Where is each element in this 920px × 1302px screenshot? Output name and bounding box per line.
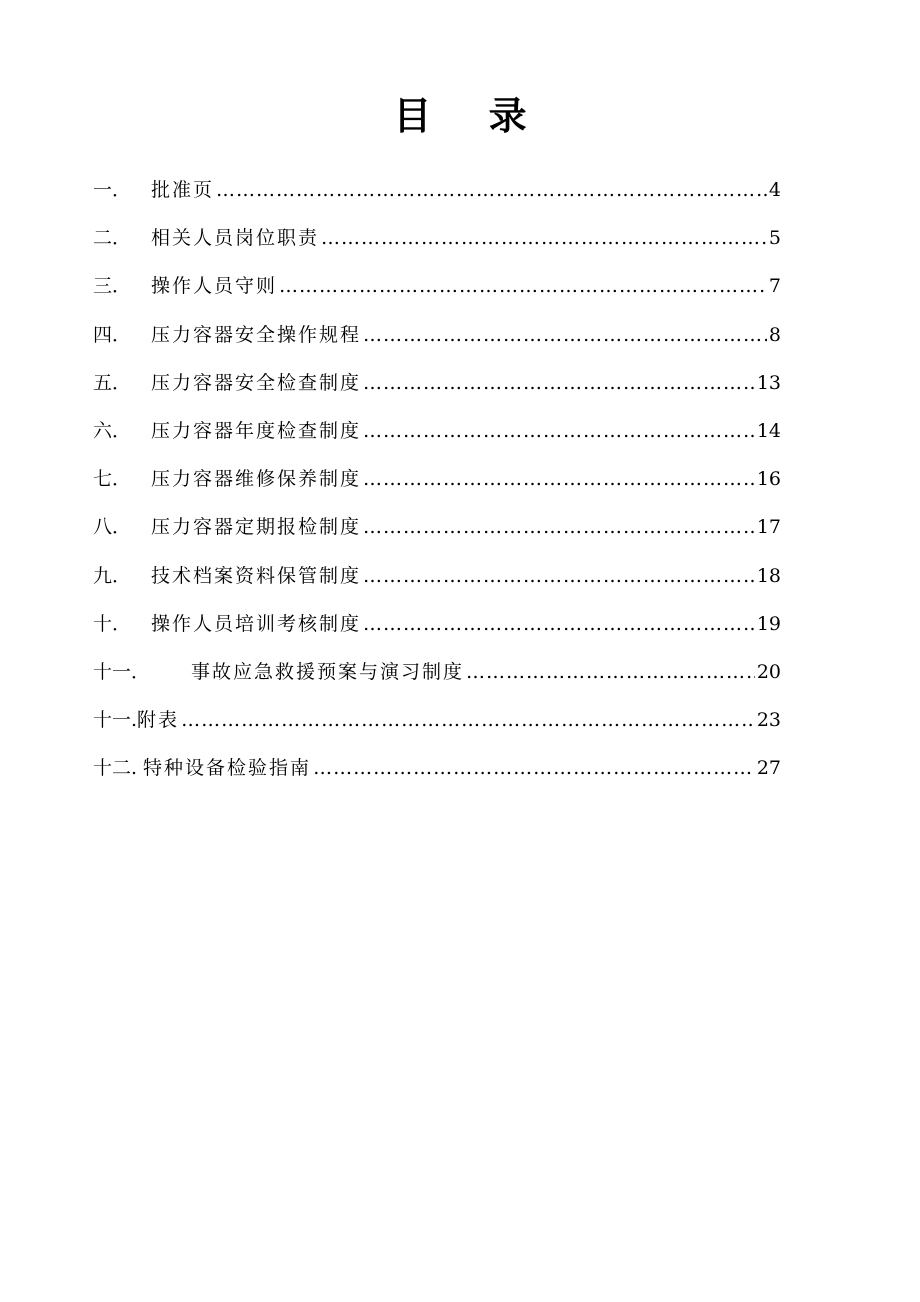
- toc-entry-number: 一．: [93, 179, 132, 201]
- toc-entry-page: 19: [756, 612, 781, 635]
- toc-entry-page: 20: [756, 660, 781, 683]
- toc-entry-number: 八．: [93, 516, 132, 539]
- toc-entry[interactable]: [93, 648, 781, 696]
- toc-entry-label: 相关人员岗位职责: [151, 227, 320, 250]
- toc-entry-number: 九．: [93, 564, 132, 587]
- toc-entry-number: 十一.: [93, 709, 138, 732]
- toc-entry-page: 27: [756, 757, 781, 780]
- toc-entry-number: 十．: [93, 612, 132, 635]
- toc-entry-page: 8: [768, 323, 781, 346]
- toc-leader-dots: [313, 744, 755, 792]
- toc-entry-page: 4: [768, 179, 781, 201]
- toc-entry[interactable]: [93, 166, 781, 214]
- table-of-contents: [93, 166, 781, 792]
- toc-entry-number: 十一．: [93, 660, 151, 683]
- toc-entry-label: 附表: [137, 709, 180, 732]
- toc-leader-dots: [216, 166, 767, 214]
- toc-entry-label: 压力容器年度检查制度: [151, 419, 362, 442]
- toc-entry-label: 压力容器定期报检制度: [151, 516, 362, 539]
- toc-entry-label: 操作人员守则: [151, 275, 278, 298]
- toc-entry-page: 5: [768, 227, 781, 250]
- toc-entry[interactable]: [93, 503, 781, 551]
- toc-entry-number: 四．: [93, 323, 132, 346]
- toc-entry-number: 十二.: [93, 757, 138, 780]
- toc-leader-dots: [363, 600, 755, 648]
- toc-entry[interactable]: [93, 552, 781, 600]
- toc-leader-dots: [363, 359, 755, 407]
- toc-entry[interactable]: [93, 696, 781, 744]
- toc-entry-label: 事故应急救援预案与演习制度: [191, 660, 465, 683]
- toc-entry[interactable]: [93, 311, 781, 359]
- toc-leader-dots: [181, 696, 755, 744]
- toc-entry[interactable]: [93, 359, 781, 407]
- toc-leader-dots: [363, 311, 767, 359]
- toc-leader-dots: [363, 503, 755, 551]
- toc-leader-dots: [466, 648, 755, 696]
- toc-entry-page: 17: [756, 516, 781, 539]
- toc-leader-dots: [363, 407, 755, 455]
- toc-entry-label: 操作人员培训考核制度: [151, 612, 362, 635]
- toc-entry-page: 18: [756, 564, 781, 587]
- toc-entry-label: 压力容器安全操作规程: [151, 323, 362, 346]
- toc-entry-label: 特种设备检验指南: [143, 757, 312, 780]
- toc-entry-label: 批准页: [151, 179, 215, 201]
- toc-entry-number: 二．: [93, 227, 132, 250]
- toc-leader-dots: [363, 552, 755, 600]
- toc-entry[interactable]: [93, 262, 781, 310]
- toc-entry-page: 13: [756, 371, 781, 394]
- toc-entry-label: 压力容器安全检查制度: [151, 371, 362, 394]
- toc-leader-dots: [363, 455, 755, 503]
- toc-leader-dots: [279, 262, 767, 310]
- toc-entry-number: 七．: [93, 468, 132, 491]
- toc-entry[interactable]: [93, 455, 781, 503]
- toc-entry-number: 六．: [93, 419, 132, 442]
- toc-entry-page: 7: [768, 275, 781, 298]
- toc-entry[interactable]: [93, 600, 781, 648]
- toc-entry-number: 五．: [93, 371, 132, 394]
- toc-entry-number: 三．: [93, 275, 132, 298]
- toc-entry-label: 压力容器维修保养制度: [151, 468, 362, 491]
- toc-entry[interactable]: [93, 214, 781, 262]
- toc-leader-dots: [321, 214, 767, 262]
- toc-entry-page: 23: [756, 709, 781, 732]
- toc-title: 目 录: [393, 93, 549, 138]
- toc-entry-page: 14: [756, 419, 781, 442]
- toc-entry-page: 16: [756, 468, 781, 491]
- toc-entry[interactable]: [93, 407, 781, 455]
- toc-entry[interactable]: [93, 744, 781, 792]
- toc-entry-label: 技术档案资料保管制度: [151, 564, 362, 587]
